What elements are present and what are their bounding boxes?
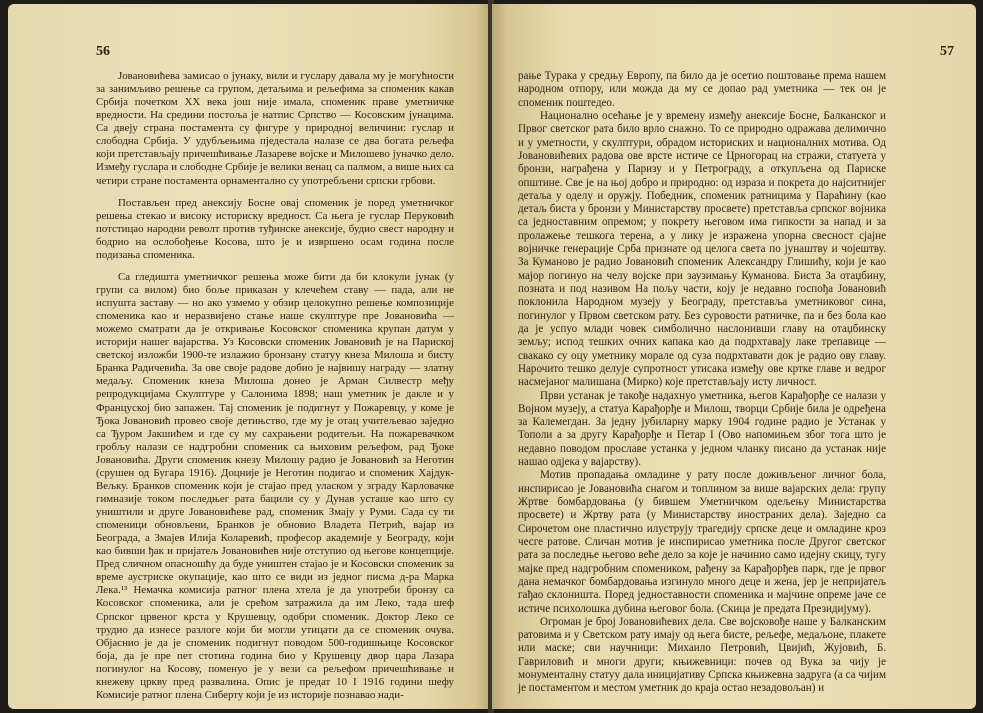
- page-text: [96, 70, 454, 702]
- paragraph: рање Турака у средњу Европу, па било да је осетио поштовање према нашем народном отпору, или можда да му се допао рад уметника — тек он је споменик поштедео.: [518, 70, 886, 109]
- paragraph: Први устанак је такође надахнуо уметника, његов Карађорђе се налази у Војном музеју, а статуа Карађорђе и Милош, творци Србије била је одређена за Калемегдан. За једну јубиларну марку 1904 године радио је Устанак у Тополи а за другу Карађорђе и Петар I (Ово напомињем због тога што је недавно поводом прославе устанка у једном чланку писано да устанак није нашао одјека у вајарству).: [518, 389, 886, 469]
- page-text: [518, 70, 886, 696]
- paragraph: Са гледишта уметничког решења може бити да би клокули јунак (у групи са вилом) био боље приказан у клечећем ставу — пада, али не испушта заставу — но ако узмемо у обзир целокупно решење композиције споменика као и неразвијено стање наше скулптуре пре Јовановића — можемо сматрати да је откривање Косовског споменика крупан датум у историји нашег вајарства. Уз Косовски споменик Јовановић је на Париској светској изложби 1900-те излажио бронзану статуу кнеза Милоша и бисту Бранка Радичевића. За ове своје радове добио је највишу награду — златну медаљу. Споменик кнеза Милоша донео је Арман Силвестр међу репродукцијама Скулптуре у Салонима 1898; наш уметник је дакле и у Француској био запажен. Тај споменик је подигнут у Пожаревцу, у коме је Ђока Јовановић провео своје детињство, где му је отац учитељевао заједно са Ђуром Јакшићем и где су му сахрањени родитељи. На пожаревачком гробљу налази се надгробни споменик са њиховим рељефом, рад Ђоке Јовановића. Други споменик кнезу Милошу радио је Јовановић за Неготин (срушен од Бугара 1916). Доцније је Неготин подигао и споменик Хајдук-Вељку. Бранков споменик који је стајао пред уласком у зграду Карловачке гимназије током последњег рата бацили су у Дунав усташе као што су уништили и друге Јовановићеве рад, споменик Змају у Руми. Сада су ти споменици обновљени, Бранков је обновио Владета Петрић, вајар из Београда, а Змајев Илија Коларевић, професор академије у Београду, који као бивши ђак и пријатељ Јовановићев није отступио од његове концепције. Пред сличном опасношћу да буде уништен стајао је и Косовски споменик за време аустриске окупације, као што се види из једног писма д-ра Марка Лека.¹³ Немачка комисија ратног плена хтела је да употреби бронзу са Косовског споменика, али је срећом затражила да им Леко, тада шеф Српског црвеног крста у Крушевцу, одобри споменик. Доктор Леко се трудио да изнесе разлоге који би могли утицати да се споменик очува. Објаснио је да је споменик подигнут поводом 500-годишњице Косовског боја, да је пре пет стотина година био у Крушевцу двор цара Лазара погинулог на Косову, поменуо је у вези са рељефом причешћивање и кнежеву цркву пред развалина. Опис је предат 10 I 1916 години шефу Комисије ратног плена Сиберту који је из историје познавао нади-: [96, 270, 454, 701]
- page-number: 57: [940, 44, 954, 59]
- paragraph: Мотив пропадања омладине у рату после доживљеног личног бола, инспирисао је Јовановића снагом и топлином за више вајарских дела: групу Жртве бомбардовања (у бившем Уметничком одељењу Министарства просвете) и Жртву рата (у Министарству иностраних дела). Заједно са Сирочетом оне пластично илуструју трагедију српске деце и омладине кроз чесге ратове. Сличан мотив је инспирисао уметника после Другог светског рата за последње његово веће дело за које је начинио само идејну скицу, тугу мајке пред надгробним спомеником, рађену за Карађорђев парк, где је првог дана немачког бомбардовања изгинуло много деце и жена, јер је непријатељ гађао склоништа. Поред једноставности споменика и мајчине опреме јаче се истиче психолошка дубина његовог бола. (Скица је предата Президијуму).: [518, 469, 886, 615]
- right-page: [492, 4, 976, 709]
- paragraph: Постављен пред анексију Босне овај споменик је поред уметничког решења стекао и високу историску вредност. Са њега је гуслар Перуковић потстицао народни револт против туђинске анексије, будио свест народну и бодрио на ослобођење Косова, што је и извршено осам година после подизања споменика.: [96, 196, 454, 261]
- paragraph: Национално осећање је у времену између анексије Босне, Балканског и Првог светског рата било врло снажно. То се природно одражава делимично и у уметности, у скулптури, обрадом историских и националних мотива. Од Јовановићевих радова ове врсте истиче се Црногорац на стражи, статуета у бронзи, награђена у Паризу и у Петрограду, а откупљена од Париске општине. Све је на њој добро и природно: од израза и покрета до најситнијег детаља у оделу и оружју. Победник, споменик ратницима у Параћину (као детаљ биста у бронзи у Министарству просвете) претставља српског војника са једноставним опремом; у покрету његовом има гипкости за напад и за пролажење тешкога терена, а у лику је изражена упорна свесност сјајне војничке генерације Срба признате од целога света по јунаштву и чојештву. За Куманово је радио Јовановић споменик Александру Глишићу, који је као мајор погинуо на челу војске при заузимању Куманова. Биста За отаџбину, позната и под називом На пољу части, коју је недавно госпођа Јовановић поклонила Народном музеју у Београду, претставља уметниковог сина, погинулог у Првом светском рату. Без суровости ратничке, па и без бола као да је успуо млади човек симболично наслонивши главу на отаџбинску земљу; испод тешких очних капака као да подрхтавају лаке трепавице — свакако су оцу уметнику морале од суза подрхтавати док је радио ову главу. Нарочито тешко делује супротност утисака између ове кртке главе и ведрог насмејаног малишана (Мирко) које претстављају исту личност.: [518, 109, 886, 389]
- paragraph: Јовановићева замисао о јунаку, вили и гуслару давала му је могућности за занимљиво решење са групом, детаљима и рељефима за споменик какав Србија почетком XX века још није имала, споменик праве уметничке вредности. На средини постоља је натпис Српство — Косовским јунацима. Са двеју страна постамента су фигуре у природној величини: гуслар и слободна Србија. У удубљењима пједестала налазе се два богата рељефа који претстављају причешћивање Лазареве војске и Милошево јуначко дело. Између гуслара и слободне Србије је велики венац са палмом, а више њих са четири стране постамента орнаментално су употребљени српски грбови.: [96, 70, 454, 187]
- page-number: 56: [96, 44, 110, 59]
- left-page: [8, 4, 490, 709]
- paragraph: Огроман је број Јовановићевих дела. Све војсковође наше у Балканским ратовима и у Светском рату имају од њега бисте, рељефе, медаљоне, плакете или маске; сви научници: Михаило Петровић, Цвијић, Жујовић, Б. Гавриловић и многи други; књижевници: почев од Вука за чију је монументалну статуу дала иницијативу Српска књижевна задруга (а са чијим је постаментом и местом уметник до краја остао незадовољан) и: [518, 615, 886, 695]
